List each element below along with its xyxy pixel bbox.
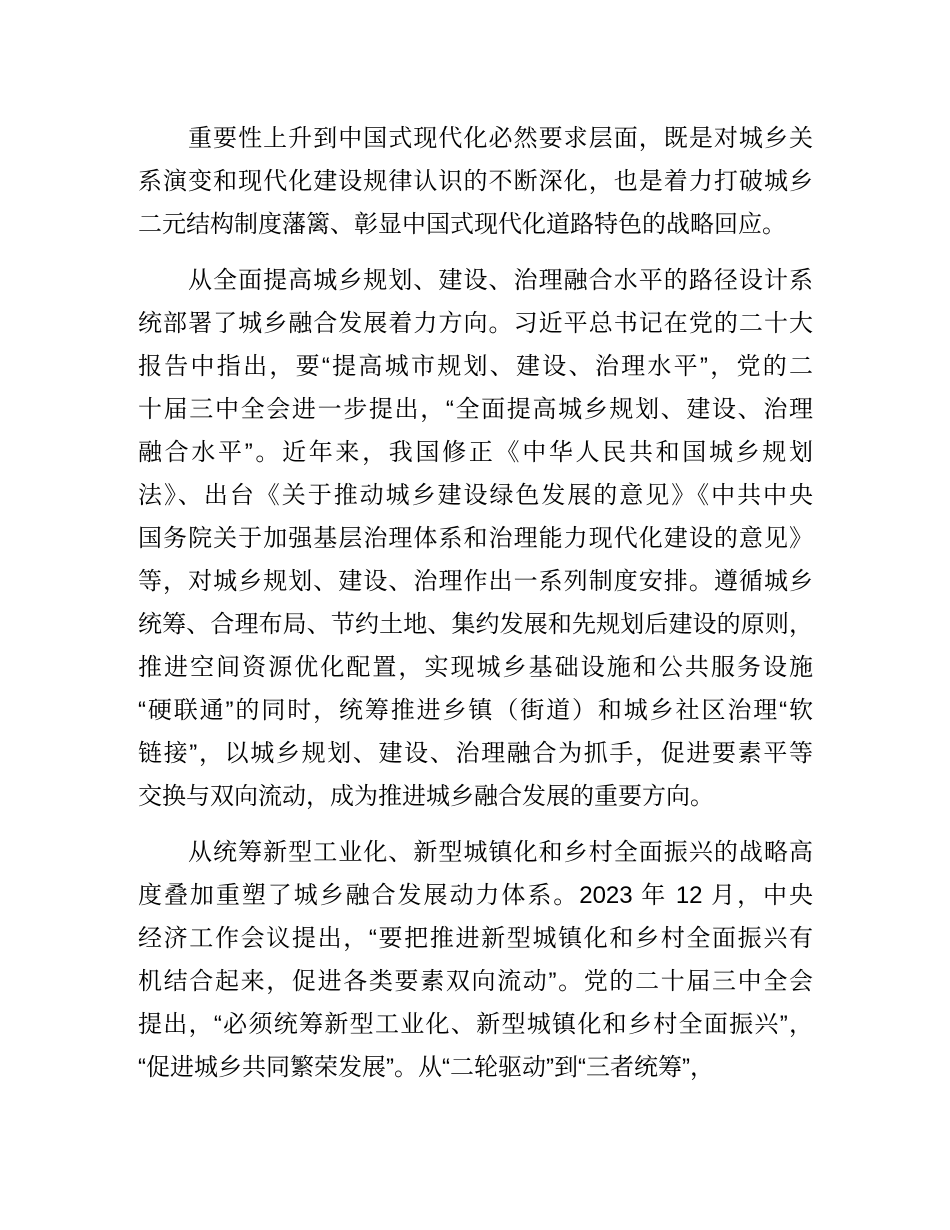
text-line: 报告中指出，要“提高城市规划、建设、治理水平”，党的二 [138, 353, 813, 380]
text-line: 二元结构制度藩篱、彰显中国式现代化道路特色的战略回应。 [138, 211, 786, 238]
text-line: 重要性上升到中国式现代化必然要求层面，既是对城乡关 [188, 125, 813, 152]
text-line: 统部署了城乡融合发展着力方向。习近平总书记在党的二十大 [138, 310, 813, 337]
text-line: 推进空间资源优化配置，实现城乡基础设施和公共服务设施 [138, 654, 813, 681]
text-line: 国务院关于加强基层治理体系和治理能力现代化建设的意见》 [138, 525, 813, 552]
paragraph-2 [138, 259, 813, 818]
text-line: 十届三中全会进一步提出，“全面提高城乡规划、建设、治理 [138, 396, 813, 423]
text-line: 统筹、合理布局、节约土地、集约发展和先规划后建设的原则， [138, 611, 813, 638]
text-line: 法》、出台《关于推动城乡建设绿色发展的意见》《中共中央 [138, 482, 813, 509]
text-line: 机结合起来，促进各类要素双向流动”。党的二十届三中全会 [138, 968, 813, 995]
paragraph-3 [138, 831, 813, 1089]
text-line: 交换与双向流动，成为推进城乡融合发展的重要方向。 [138, 783, 714, 810]
text-line: 融合水平”。近年来，我国修正《中华人民共和国城乡规划 [138, 439, 813, 466]
document-body [138, 117, 813, 1089]
text-line: “硬联通”的同时，统筹推进乡镇（街道）和城乡社区治理“软 [138, 697, 813, 724]
text-line: 提出，“必须统筹新型工业化、新型城镇化和乡村全面振兴”， [138, 1011, 813, 1038]
text-line: 经济工作会议提出，“要把推进新型城镇化和乡村全面振兴有 [138, 925, 813, 952]
text-line: 系演变和现代化建设规律认识的不断深化，也是着力打破城乡 [138, 168, 813, 195]
text-line: 等，对城乡规划、建设、治理作出一系列制度安排。遵循城乡 [138, 568, 813, 595]
text-line: 链接”，以城乡规划、建设、治理融合为抓手，促进要素平等 [138, 740, 813, 767]
text-line: 从全面提高城乡规划、建设、治理融合水平的路径设计系 [188, 267, 813, 294]
text-line: “促进城乡共同繁荣发展”。从“二轮驱动”到“三者统筹”， [138, 1054, 714, 1081]
paragraph-1 [138, 117, 813, 246]
text-line: 度叠加重塑了城乡融合发展动力体系。2023 年 12 月，中央 [138, 882, 813, 909]
text-line: 从统筹新型工业化、新型城镇化和乡村全面振兴的战略高 [188, 839, 813, 866]
